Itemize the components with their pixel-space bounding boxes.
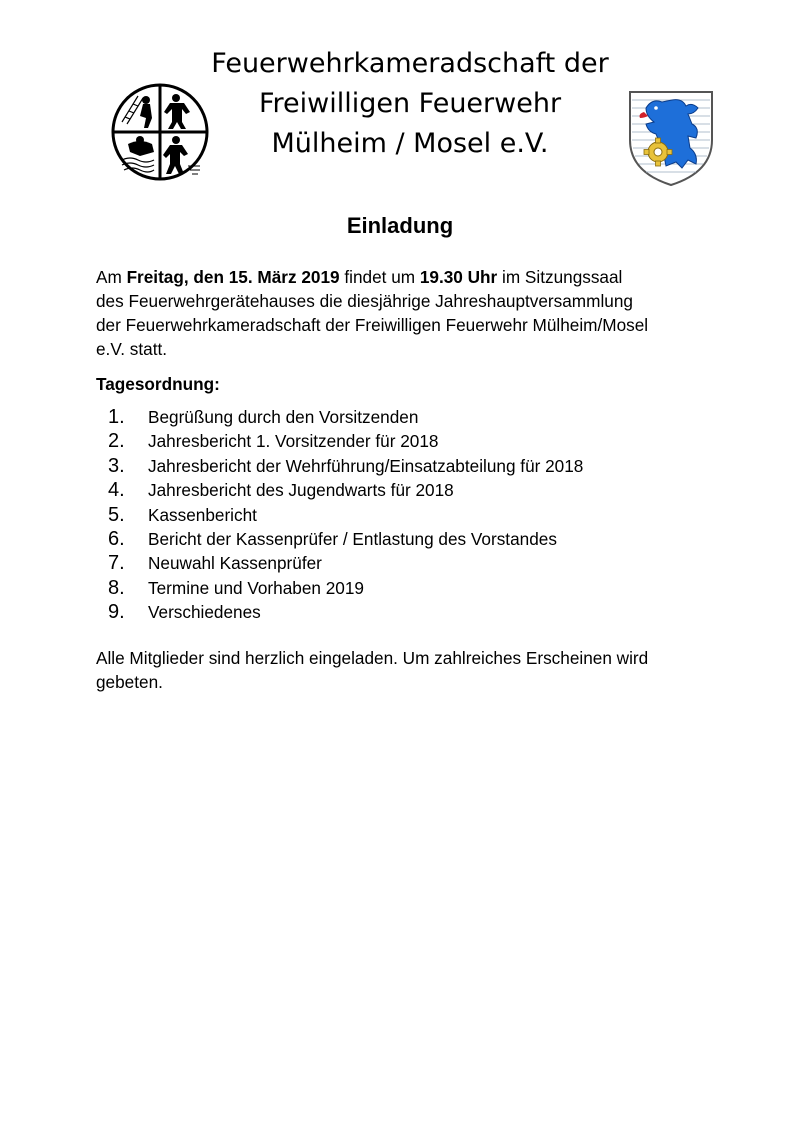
intro-paragraph (96, 265, 736, 361)
agenda-item-text: Jahresbericht des Jugendwarts für 2018 (148, 480, 454, 501)
intro-text-location: im Sitzungssaal (497, 267, 623, 287)
agenda-list (108, 406, 583, 626)
agenda-item-number: 6. (108, 527, 125, 550)
invitation-heading: Einladung (346, 213, 454, 238)
agenda-item-number: 1. (108, 406, 125, 428)
event-time: 19.30 Uhr (419, 267, 498, 287)
intro-text-findet: findet um (339, 267, 420, 287)
agenda-item-text: Neuwahl Kassenprüfer (148, 553, 322, 574)
agenda-item (108, 577, 583, 601)
agenda-item (108, 455, 583, 479)
agenda-title: Tagesordnung: (96, 374, 220, 394)
agenda-item-number: 3. (108, 454, 125, 477)
intro-text-am: Am (96, 267, 127, 287)
agenda-item-number: 2. (108, 430, 125, 453)
agenda-item (108, 504, 583, 528)
title-line-2: Freiwilligen Feuerwehr (258, 88, 562, 119)
firefighter-emblem-icon (110, 82, 210, 182)
agenda-item-text: Begrüßung durch den Vorsitzenden (148, 407, 419, 427)
agenda-item-number: 4. (108, 479, 125, 502)
agenda-item-text: Jahresbericht 1. Vorsitzender für 2018 (148, 431, 439, 452)
agenda-item (108, 601, 583, 625)
agenda-item-text: Kassenbericht (148, 504, 257, 525)
agenda-item-text: Termine und Vorhaben 2019 (148, 577, 364, 598)
title-line-1: Feuerwehrkameradschaft der (211, 48, 609, 79)
closing-line-2: gebeten. (96, 672, 163, 692)
title-line-3: Mülheim / Mosel e.V. (271, 128, 549, 159)
agenda-item-text: Bericht der Kassenprüfer / Entlastung des Vorstandes (148, 528, 557, 549)
agenda-item-number: 9. (108, 601, 125, 624)
agenda-item (108, 528, 583, 552)
closing-paragraph (96, 646, 736, 694)
agenda-item-number: 5. (108, 503, 125, 526)
intro-line-1 (96, 265, 736, 289)
agenda-item-text: Verschiedenes (148, 602, 261, 623)
intro-line-2: des Feuerwehrgerätehauses die diesjährige Jahreshauptversammlung (96, 291, 633, 311)
coat-of-arms-lion-icon (626, 88, 716, 188)
intro-line-3: der Feuerwehrkameradschaft der Freiwilligen Feuerwehr Mülheim/Mosel (96, 315, 649, 335)
agenda-item (108, 406, 583, 430)
agenda-item (108, 430, 583, 454)
agenda-item-number: 7. (108, 552, 125, 575)
organization-title (200, 44, 620, 164)
agenda-item (108, 552, 583, 576)
intro-line-4: e.V. statt. (96, 339, 168, 359)
agenda-item-text: Jahresbericht der Wehrführung/Einsatzabteilung für 2018 (148, 455, 584, 476)
agenda-item-number: 8. (108, 576, 125, 599)
event-date: Freitag, den 15. März 2019 (126, 267, 340, 287)
closing-line-1: Alle Mitglieder sind herzlich eingeladen. Um zahlreiches Erscheinen wird (96, 648, 649, 668)
agenda-item (108, 479, 583, 503)
